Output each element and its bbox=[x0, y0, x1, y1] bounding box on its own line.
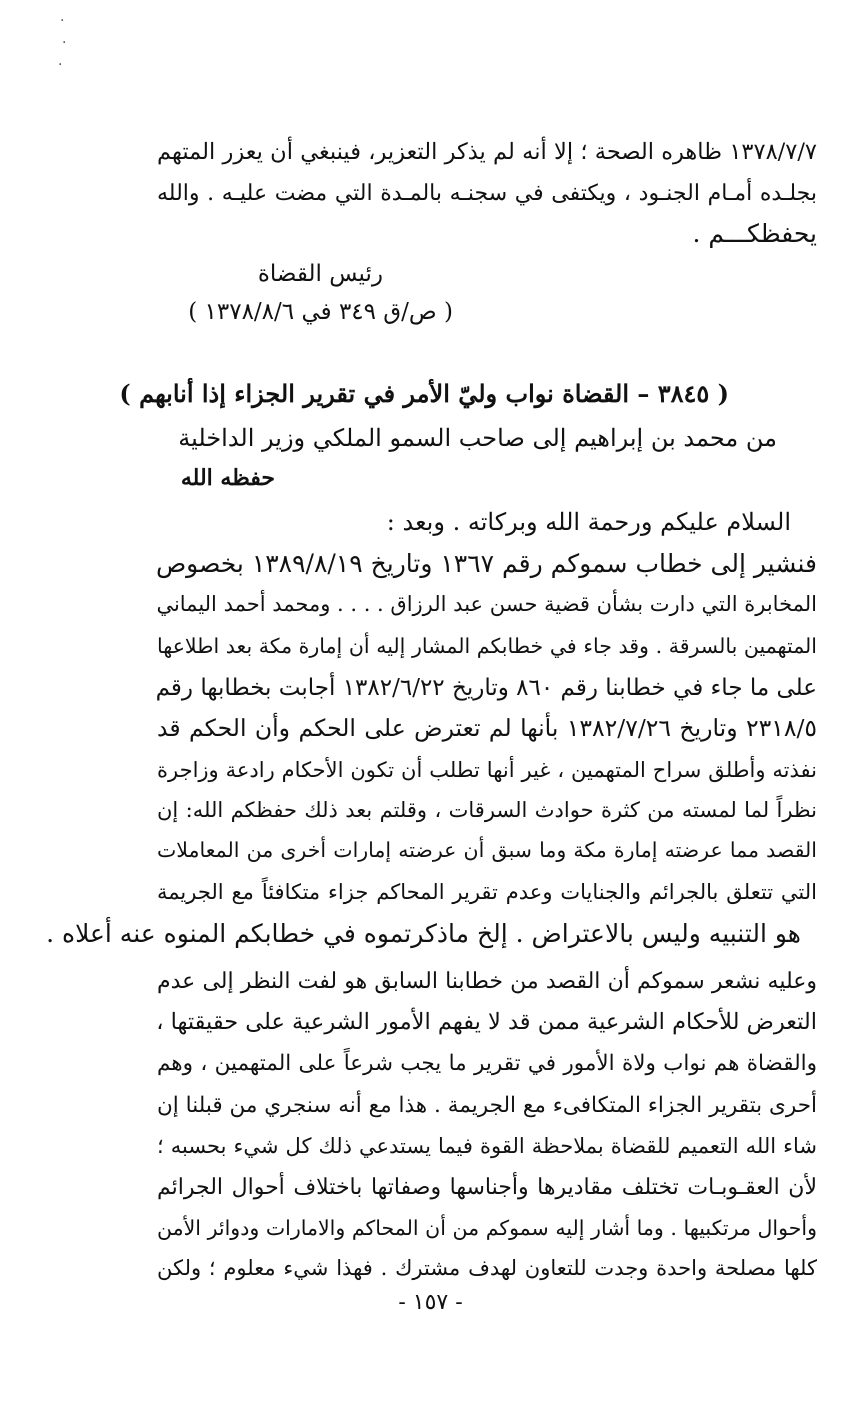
body-line: المتهمين بالسرقة . وقد جاء في خطابكم المشار إليه أن إمارة مكة بعد اطلاعها bbox=[157, 634, 817, 658]
page-number: - ١٥٧ - bbox=[398, 1290, 463, 1315]
signature-title: رئيس القضاة bbox=[257, 261, 383, 287]
body-line: كلها مصلحة واحدة وجدت للتعاون لهدف مشترك . فهذا شيء معلوم ؛ ولكن bbox=[157, 1256, 817, 1280]
letter-blessing: حفظه الله bbox=[180, 465, 275, 491]
body-line: القصد مما عرضته إمارة مكة وما سبق أن عرضته إمارات أخرى من المعاملات bbox=[157, 838, 817, 862]
body-line: وأحوال مرتكبيها . وما أشار إليه سموكم من أن المحاكم والامارات ودوائر الأمن bbox=[157, 1216, 817, 1240]
body-line: المخابرة التي دارت بشأن قضية حسن عبد الرزاق . . . . ومحمد أحمد اليماني bbox=[156, 592, 817, 616]
body-line: التي تتعلق بالجرائم والجنايات وعدم تقرير المحاكم جزاء متكافئاً مع الجريمة bbox=[157, 880, 817, 904]
body-line: لأن العقـوبـات تختلف مقاديرها وأجناسها وصفاتها باختلاف أحوال الجرائم bbox=[157, 1175, 817, 1200]
body-line: شاء الله التعميم للقضاة بملاحظة القوة فيما يستدعي ذلك كل شيء بحسبه ؛ bbox=[157, 1134, 817, 1158]
body-line: ١٣٧٨/٧/٧ ظاهره الصحة ؛ إلا أنه لم يذكر التعزير، فينبغي أن يعزر المتهم bbox=[157, 139, 817, 165]
body-line: أحرى بتقرير الجزاء المتكافىء مع الجريمة . هذا مع أنه سنجري من قبلنا إن bbox=[157, 1093, 817, 1118]
scan-speck: · bbox=[62, 35, 67, 51]
section-heading: ( ٣٨٤٥ – القضاة نواب وليّ الأمر في تقرير الجزاء إذا أنابهم ) bbox=[119, 379, 729, 408]
letter-from-line: من محمد بن إبراهيم إلى صاحب السمو الملكي وزير الداخلية bbox=[178, 424, 777, 452]
body-line: يحفظكـــم . bbox=[692, 219, 817, 248]
body-line: نظراً لما لمسته من كثرة حوادث السرقات ، وقلتم بعد ذلك حفظكم الله: إن bbox=[157, 798, 817, 822]
signature-reference: ( ص/ق ٣٤٩ في ١٣٧٨/٨/٦ ) bbox=[188, 299, 453, 325]
body-line: بجلـده أمـام الجنـود ، ويكتفى في سجنـه بالمـدة التي مضت عليـه . والله bbox=[157, 181, 817, 206]
scan-speck: · bbox=[58, 57, 63, 73]
body-line: التعرض للأحكام الشرعية ممن قد لا يفهم الأمور الشرعية على حقيقتها ، bbox=[156, 1009, 817, 1035]
body-line: ٢٣١٨/٥ وتاريخ ١٣٨٢/٧/٢٦ بأنها لم تعترض على الحكم وأن الحكم قد bbox=[157, 714, 817, 742]
body-line: هو التنبيه وليس بالاعتراض . إلخ ماذكرتموه في خطابكم المنوه عنه أعلاه . bbox=[46, 919, 801, 948]
scan-speck: · bbox=[60, 13, 65, 29]
body-line: وعليه نشعر سموكم أن القصد من خطابنا السابق هو لفت النظر إلى عدم bbox=[157, 969, 817, 994]
body-line: نفذته وأطلق سراح المتهمين ، غير أنها تطلب أن تكون الأحكام رادعة وزاجرة bbox=[157, 758, 817, 782]
body-line: على ما جاء في خطابنا رقم ٨٦٠ وتاريخ ١٣٨٢/٦/٢٢ أجابت بخطابها رقم bbox=[155, 675, 817, 701]
body-line: فنشير إلى خطاب سموكم رقم ١٣٦٧ وتاريخ ١٣٨٩/٨/١٩ بخصوص bbox=[155, 549, 817, 578]
letter-greeting: السلام عليكم ورحمة الله وبركاته . وبعد : bbox=[386, 508, 791, 536]
body-line: والقضاة هم نواب ولاة الأمور في تقرير ما يجب شرعاً على المتهمين ، وهم bbox=[157, 1051, 817, 1076]
